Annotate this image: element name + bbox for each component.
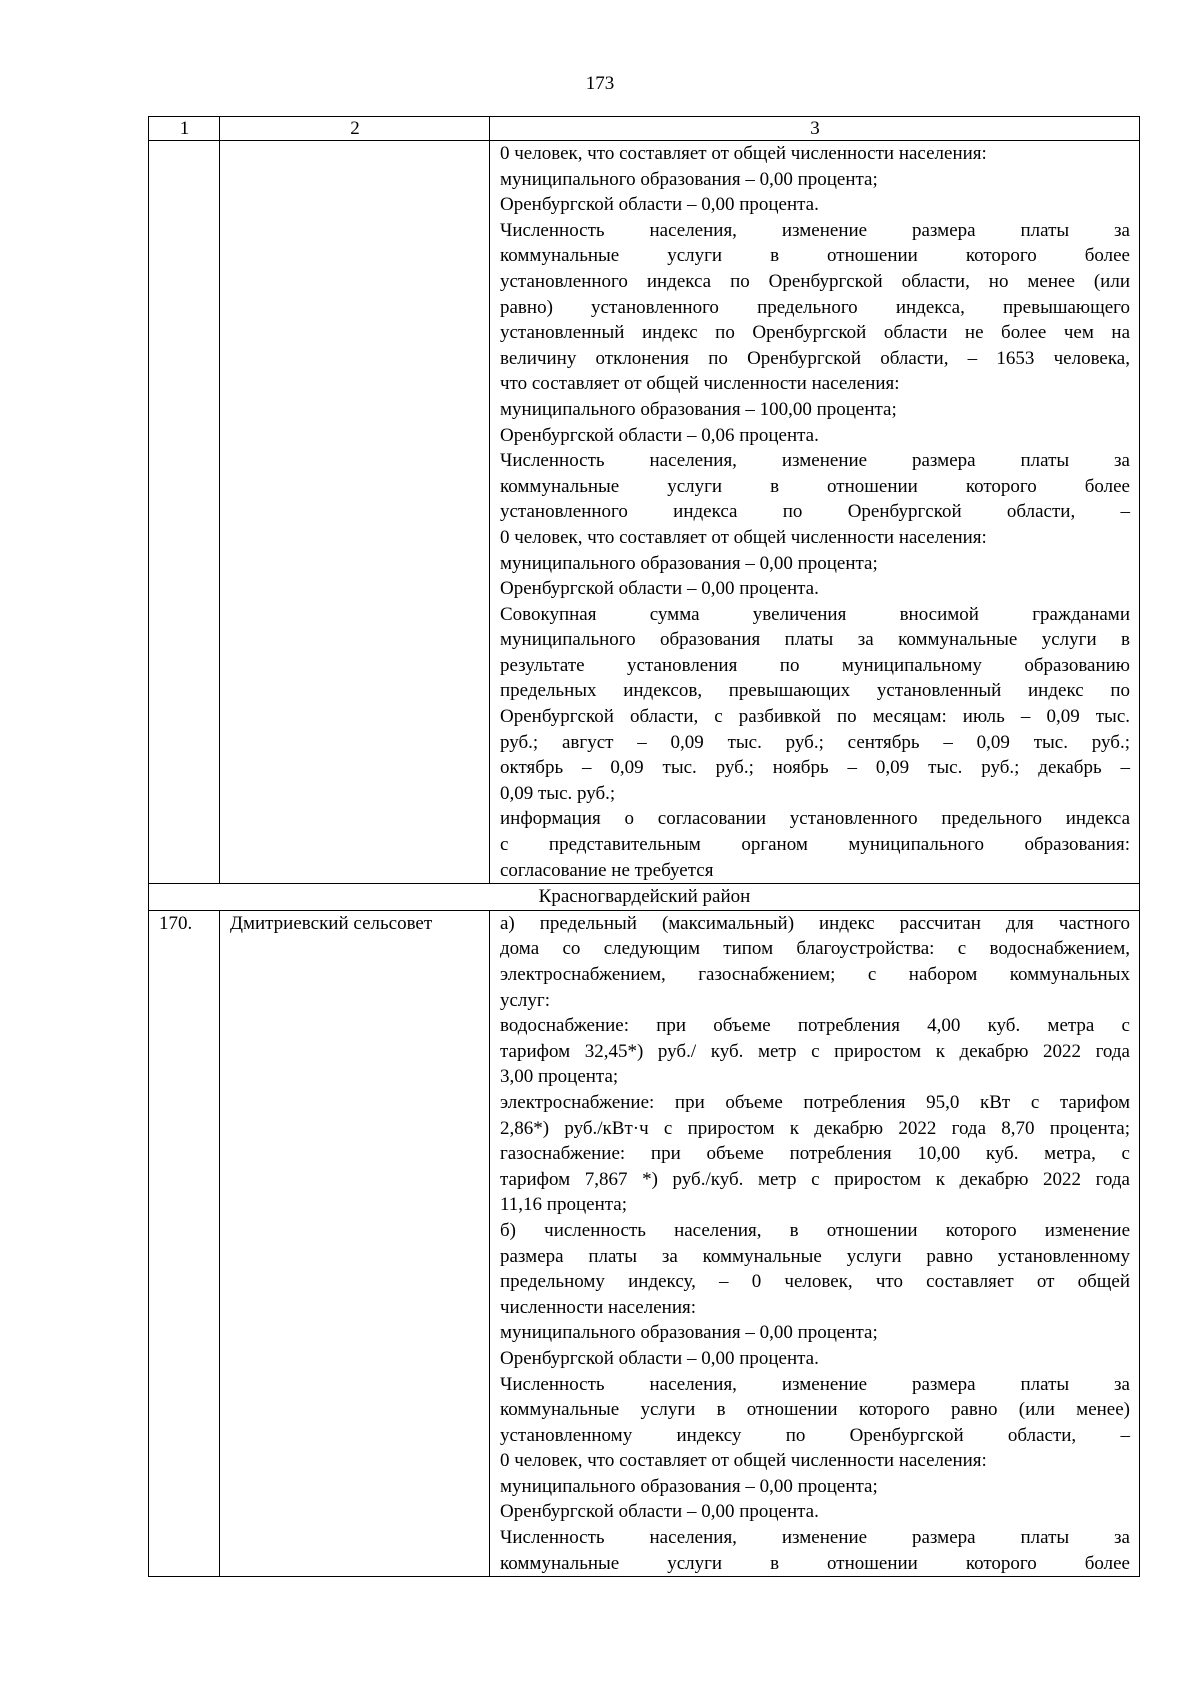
text-line: муниципального образования – 0,00 процента;: [500, 168, 878, 190]
column-header-1: 1: [149, 117, 220, 141]
text-line: б) численность населения, в отношении которого изменение: [500, 1219, 1130, 1241]
row-number-cell: [149, 141, 220, 884]
text-line: коммунальные услуги в отношении которого более: [500, 1552, 1130, 1574]
column-header-2: 2: [220, 117, 490, 141]
table-header-row: [149, 117, 1140, 141]
text-line: Численность населения, изменение размера платы за: [500, 1527, 1130, 1549]
text-line: коммунальные услуги в отношении которого более: [500, 245, 1130, 267]
section-header-row: [149, 884, 1140, 911]
text-line: электроснабжением, газоснабжением; с набором коммунальных: [500, 964, 1130, 985]
text-line: Численность населения, изменение размера платы за: [500, 1373, 1130, 1395]
text-line: Оренбургской области – 0,06 процента.: [500, 424, 819, 446]
text-line: результате установления по муниципальному образованию: [500, 654, 1130, 676]
section-title: Красногвардейский район: [149, 884, 1140, 911]
text-line: коммунальные услуги в отношении которого более: [500, 475, 1130, 497]
text-line: установленный индекс по Оренбургской области не более чем на: [500, 322, 1130, 344]
text-line: муниципального образования – 0,00 процента;: [500, 1322, 878, 1344]
text-line: с представительным органом муниципального образования:: [500, 834, 1130, 856]
text-line: 0 человек, что составляет от общей численности населения:: [500, 1450, 987, 1472]
text-line: Оренбургской области, с разбивкой по месяцам: июль – 0,09 тыс.: [500, 706, 1130, 728]
text-line: что составляет от общей численности населения:: [500, 373, 900, 395]
text-line: Совокупная сумма увеличения вносимой гражданами: [500, 603, 1130, 625]
text-line: 0,09 тыс. руб.;: [500, 782, 616, 804]
text-line: Численность населения, изменение размера платы за: [500, 450, 1130, 472]
text-line: 11,16 процента;: [500, 1194, 627, 1216]
text-line: 3,00 процента;: [500, 1066, 619, 1088]
text-line: согласование не требуется: [500, 859, 714, 881]
text-line: установленному индексу по Оренбургской области, –: [500, 1424, 1130, 1446]
text-line: предельному индексу, – 0 человек, что составляет от общей: [500, 1271, 1130, 1293]
text-line: электроснабжение: при объеме потребления 95,0 кВт с тарифом: [500, 1091, 1130, 1113]
row-number: 170.: [149, 910, 220, 1576]
text-line: Оренбургской области – 0,00 процента.: [500, 1501, 819, 1523]
column-header-3: 3: [490, 117, 1140, 141]
text-line: тарифом 32,45*) руб./ куб. метр с приростом к декабрю 2022 года: [500, 1040, 1130, 1062]
text-line: величину отклонения по Оренбургской области, – 1653 человека,: [500, 347, 1130, 369]
text-line: а) предельный (максимальный) индекс рассчитан для частного: [500, 912, 1130, 934]
text-line: водоснабжение: при объеме потребления 4,00 куб. метра с: [500, 1015, 1130, 1037]
text-line: руб.; август – 0,09 тыс. руб.; сентябрь – 0,09 тыс. руб.;: [500, 731, 1130, 753]
text-line: дома со следующим типом благоустройства: с водоснабжением,: [500, 938, 1130, 960]
text-line: муниципального образования – 0,00 процента;: [500, 1475, 878, 1497]
text-line: коммунальные услуги в отношении которого равно (или менее): [500, 1399, 1130, 1421]
text-line: установленного индекса по Оренбургской области, –: [500, 501, 1130, 523]
text-line: 2,86*) руб./кВт·ч с приростом к декабрю 2022 года 8,70 процента;: [500, 1117, 1130, 1139]
text-line: 0 человек, что составляет от общей численности населения:: [500, 143, 987, 164]
text-line: Численность населения, изменение размера платы за: [500, 219, 1130, 241]
document-table: [148, 116, 1140, 1577]
municipality-name: Дмитриевский сельсовет: [220, 910, 490, 1576]
text-line: услуг:: [500, 989, 550, 1011]
text-line: установленного индекса по Оренбургской области, но менее (или: [500, 270, 1130, 292]
text-line: Оренбургской области – 0,00 процента.: [500, 194, 819, 216]
text-line: предельных индексов, превышающих установленный индекс по: [500, 680, 1130, 702]
table-row-170: [149, 910, 1140, 1576]
row-description-cell: [490, 910, 1140, 1576]
text-line: Оренбургской области – 0,00 процента.: [500, 578, 819, 600]
row-name-cell: [220, 141, 490, 884]
text-line: размера платы за коммунальные услуги равно установленному: [500, 1245, 1130, 1267]
text-line: муниципального образования – 0,00 процента;: [500, 552, 878, 574]
text-line: муниципального образования – 100,00 процента;: [500, 398, 897, 420]
text-line: равно) установленного предельного индекса, превышающего: [500, 296, 1130, 318]
text-line: газоснабжение: при объеме потребления 10,00 куб. метра, с: [500, 1143, 1130, 1165]
text-line: Оренбургской области – 0,00 процента.: [500, 1347, 819, 1369]
page-number: 173: [585, 73, 615, 94]
text-line: муниципального образования платы за коммунальные услуги в: [500, 629, 1130, 651]
table-row-continued: [149, 141, 1140, 884]
text-line: тарифом 7,867 *) руб./куб. метр с приростом к декабрю 2022 года: [500, 1168, 1130, 1190]
row-description-cell: [490, 141, 1140, 884]
text-line: октябрь – 0,09 тыс. руб.; ноябрь – 0,09 тыс. руб.; декабрь –: [500, 757, 1130, 779]
text-line: численности населения:: [500, 1296, 697, 1318]
text-line: информация о согласовании установленного предельного индекса: [500, 808, 1130, 830]
text-line: 0 человек, что составляет от общей численности населения:: [500, 526, 987, 548]
